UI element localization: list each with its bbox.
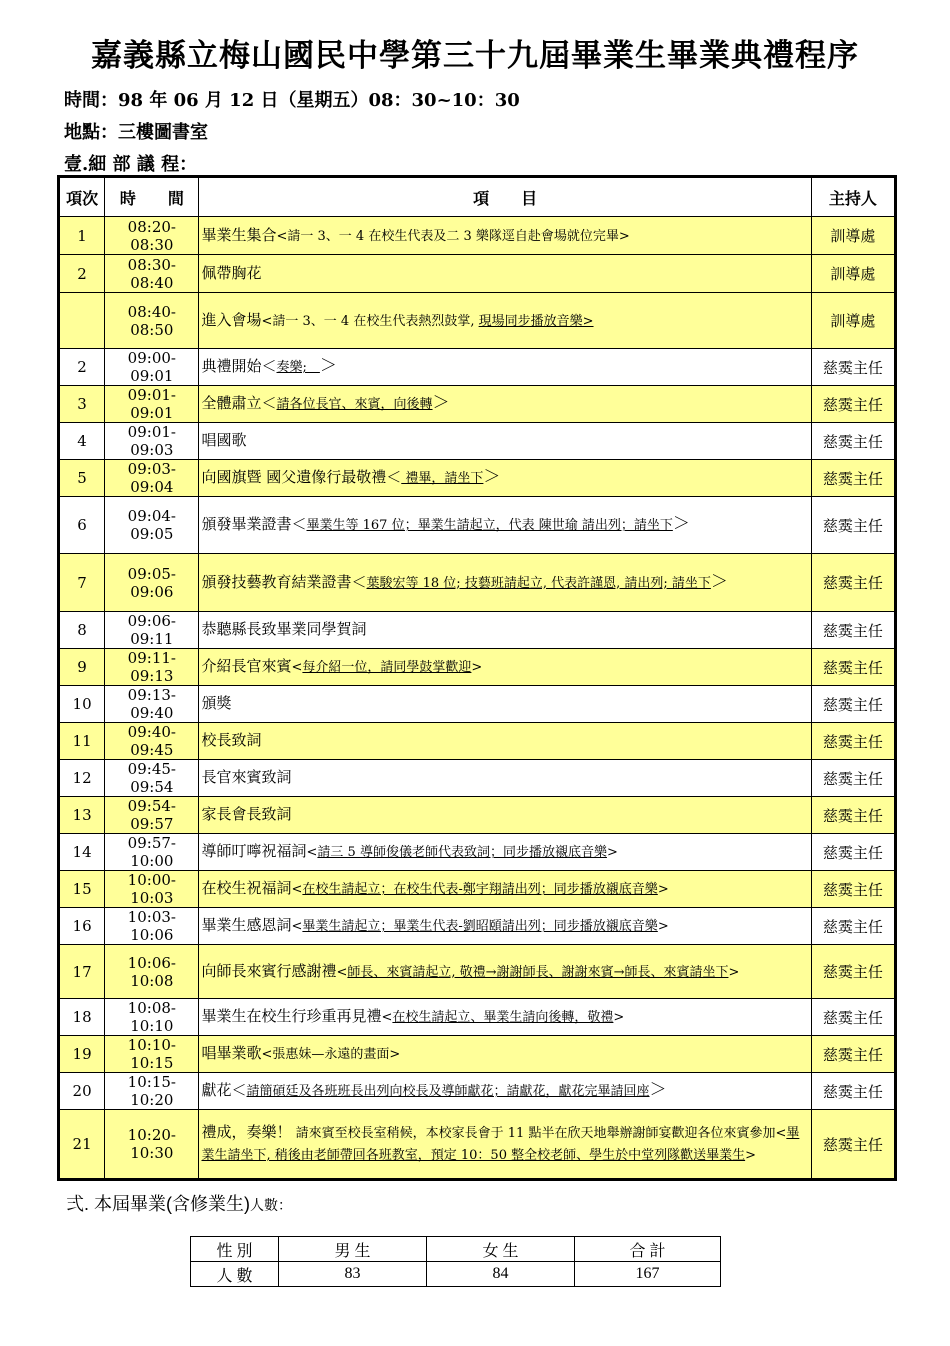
item-pre: <	[291, 919, 303, 934]
stats-value-cell: 84	[427, 1262, 575, 1287]
ceremony-place: 地點：三樓圖書室	[64, 122, 208, 143]
row-number: 14	[59, 834, 105, 871]
row-number: 18	[59, 999, 105, 1036]
row-time: 10:00-10:03	[105, 871, 199, 908]
item-note: 在校生請起立、畢業生請向後轉，敬禮	[392, 1010, 614, 1025]
row-number: 21	[59, 1110, 105, 1180]
item-note: 每介紹一位，請同學鼓掌歡迎	[302, 660, 472, 675]
program-header-row	[59, 177, 896, 217]
item-note: 請三 5 導師俊儀老師代表致詞；同步播放襯底音樂	[317, 845, 607, 860]
row-host: 慈霙主任	[811, 1036, 895, 1073]
row-item	[199, 1073, 811, 1110]
row-item	[199, 1110, 811, 1180]
row-host: 慈霙主任	[811, 797, 895, 834]
row-item	[199, 217, 811, 255]
row-item	[199, 554, 811, 612]
stats-header-cell: 性 別	[191, 1237, 279, 1262]
row-time: 10:03-10:06	[105, 908, 199, 945]
item-pre: <請一 3、一 4 在校生代表熱烈鼓掌,	[261, 313, 479, 329]
item-main: 唱畢業歌	[201, 1044, 262, 1062]
row-number: 2	[59, 349, 105, 386]
program-row	[59, 649, 896, 686]
item-post: ＞	[649, 1080, 667, 1100]
program-row	[59, 255, 896, 293]
row-host: 訓導處	[811, 217, 895, 255]
program-row	[59, 999, 896, 1036]
item-note: 現場同步播放音樂>	[478, 313, 594, 329]
row-time: 09:01-09:01	[105, 386, 199, 423]
row-number: 11	[59, 723, 105, 760]
item-note: 禮畢，請坐下	[401, 471, 484, 486]
item-main: 頒獎	[201, 694, 232, 712]
row-time: 09:00-09:01	[105, 349, 199, 386]
item-main: 校長致詞	[201, 731, 262, 749]
row-number: 20	[59, 1073, 105, 1110]
stats-header-cell: 女 生	[427, 1237, 575, 1262]
row-time: 09:03-09:04	[105, 460, 199, 497]
item-note: 師長、來賓請起立, 敬禮→謝謝師長、謝謝來賓→師長、來賓請坐下	[347, 964, 729, 980]
row-time: 09:06-09:11	[105, 612, 199, 649]
item-main: 在校生祝福詞	[201, 879, 292, 897]
program-row	[59, 293, 896, 349]
item-main: 向師長來賓行感謝禮	[201, 961, 337, 980]
row-item	[199, 460, 811, 497]
row-host: 慈霙主任	[811, 554, 895, 612]
row-host: 慈霙主任	[811, 760, 895, 797]
row-item	[199, 497, 811, 554]
row-host: 慈霙主任	[811, 834, 895, 871]
row-number: 8	[59, 612, 105, 649]
item-post: >	[471, 660, 483, 675]
item-note: 葉駿宏等 18 位; 技藝班請起立, 代表許謹恩, 請出列; 請坐下	[366, 575, 711, 591]
program-row	[59, 423, 896, 460]
graduate-count-table	[190, 1236, 721, 1287]
item-main: 獻花＜	[201, 1081, 247, 1099]
program-row	[59, 349, 896, 386]
program-row	[59, 386, 896, 423]
row-host: 慈霙主任	[811, 497, 895, 554]
program-row	[59, 497, 896, 554]
item-pre: 請來賓至校長室稍候，本校家長會于 11 點半在欣天地舉辦謝師宴歡迎各位來賓參加<	[291, 1126, 787, 1141]
row-host: 慈霙主任	[811, 908, 895, 945]
item-note: 畢業生請起立；畢業生代表-劉昭頤請出列；同步播放襯底音樂	[302, 919, 658, 934]
program-row	[59, 908, 896, 945]
program-row	[59, 460, 896, 497]
item-note: 畢業生等 167 位；畢業生請起立，代表 陳世瑜 請出列；請坐下	[306, 518, 673, 533]
row-item	[199, 686, 811, 723]
item-pre: <請一 3、一 4 在校生代表及二 3 樂隊逕自赴會場就位完畢>	[276, 228, 630, 244]
row-number: 4	[59, 423, 105, 460]
row-number: 6	[59, 497, 105, 554]
row-number: 17	[59, 945, 105, 999]
row-number: 2	[59, 255, 105, 293]
row-number: 19	[59, 1036, 105, 1073]
row-number: 7	[59, 554, 105, 612]
row-host: 慈霙主任	[811, 349, 895, 386]
section-1-heading: 壹.細 部 議 程：	[64, 154, 198, 175]
row-number: 9	[59, 649, 105, 686]
item-main: 向國旗暨 國父遺像行最敬禮＜	[201, 468, 402, 486]
row-host: 慈霙主任	[811, 999, 895, 1036]
row-host: 慈霙主任	[811, 612, 895, 649]
item-main: 進入會場	[201, 310, 262, 329]
item-main: 畢業生在校生行珍重再見禮	[201, 1007, 382, 1025]
header-no: 項次	[59, 177, 105, 217]
section-2-heading	[66, 1190, 292, 1216]
section-2-small: 人數：	[250, 1197, 292, 1213]
stats-value-row	[191, 1262, 721, 1287]
row-time: 09:45-09:54	[105, 760, 199, 797]
item-main: 介紹長官來賓	[201, 657, 292, 675]
row-time: 08:30-08:40	[105, 255, 199, 293]
row-number: 3	[59, 386, 105, 423]
row-time: 09:54-09:57	[105, 797, 199, 834]
program-table	[57, 175, 897, 1181]
row-time: 09:05-09:06	[105, 554, 199, 612]
row-time: 09:57-10:00	[105, 834, 199, 871]
item-main: 長官來賓致詞	[201, 768, 292, 786]
stats-value-cell: 167	[575, 1262, 721, 1287]
program-row	[59, 554, 896, 612]
item-pre: <	[336, 964, 348, 980]
program-row	[59, 945, 896, 999]
row-item	[199, 612, 811, 649]
item-note: 畢業生請坐下, 稍後由老師帶回各班教室，預定 10：50 整全校老師、學生於中堂列隊歡送畢業生	[201, 1126, 800, 1163]
item-main: 頒發畢業證書＜	[201, 515, 307, 533]
program-row	[59, 723, 896, 760]
row-host: 慈霙主任	[811, 1073, 895, 1110]
page-title: 嘉義縣立梅山國民中學第三十九屆畢業生畢業典禮程序	[91, 38, 859, 74]
stats-value-cell: 83	[279, 1262, 427, 1287]
header-item: 項 目	[199, 177, 811, 217]
row-time: 09:40-09:45	[105, 723, 199, 760]
ceremony-time: 時間：98 年 06 月 12 日（星期五）08：30~10：30	[64, 90, 520, 111]
item-post: >	[657, 882, 669, 897]
row-number: 5	[59, 460, 105, 497]
row-host: 慈霙主任	[811, 945, 895, 999]
program-row	[59, 686, 896, 723]
row-item	[199, 649, 811, 686]
row-item	[199, 1036, 811, 1073]
row-time: 10:06-10:08	[105, 945, 199, 999]
row-time: 08:40-08:50	[105, 293, 199, 349]
item-main: 唱國歌	[201, 431, 247, 449]
item-main: 恭聽縣長致畢業同學賀詞	[201, 620, 367, 638]
stats-header-cell: 合 計	[575, 1237, 721, 1262]
row-item	[199, 999, 811, 1036]
program-row	[59, 612, 896, 649]
row-number: 1	[59, 217, 105, 255]
program-row	[59, 834, 896, 871]
row-host: 慈霙主任	[811, 1110, 895, 1180]
row-number: 13	[59, 797, 105, 834]
row-time: 09:11-09:13	[105, 649, 199, 686]
row-time: 09:01-09:03	[105, 423, 199, 460]
header-time: 時 間	[105, 177, 199, 217]
stats-header-cell: 男 生	[279, 1237, 427, 1262]
stats-header-row	[191, 1237, 721, 1262]
item-post: >	[606, 845, 618, 860]
item-post: ＞	[672, 514, 690, 534]
row-time: 10:10-10:15	[105, 1036, 199, 1073]
item-post: >	[745, 1148, 757, 1163]
program-row	[59, 797, 896, 834]
item-main: 禮成，奏樂！	[201, 1123, 292, 1141]
row-host: 訓導處	[811, 293, 895, 349]
row-item	[199, 386, 811, 423]
item-main: 佩帶胸花	[201, 263, 262, 282]
row-host: 慈霙主任	[811, 423, 895, 460]
row-time: 10:20-10:30	[105, 1110, 199, 1180]
item-note: 請簡碩廷及各班班長出列向校長及導師獻花；請獻花，獻花完畢請回座	[246, 1084, 650, 1099]
item-main: 畢業生感恩詞	[201, 916, 292, 934]
section-2-main: 弍. 本屆畢業(含修業生)	[66, 1194, 250, 1214]
row-number: 15	[59, 871, 105, 908]
row-host: 訓導處	[811, 255, 895, 293]
row-host: 慈霙主任	[811, 460, 895, 497]
row-number	[59, 293, 105, 349]
item-post: >	[657, 919, 669, 934]
row-number: 12	[59, 760, 105, 797]
row-host: 慈霙主任	[811, 686, 895, 723]
row-time: 08:20-08:30	[105, 217, 199, 255]
item-post: ＞	[710, 571, 728, 592]
row-item	[199, 349, 811, 386]
item-main: 畢業生集合	[201, 225, 277, 244]
item-pre: <	[306, 845, 318, 860]
row-number: 10	[59, 686, 105, 723]
row-item	[199, 797, 811, 834]
item-main: 典禮開始＜	[201, 357, 277, 375]
row-item	[199, 834, 811, 871]
stats-value-cell: 人 數	[191, 1262, 279, 1287]
program-row	[59, 1036, 896, 1073]
item-main: 全體肅立＜	[201, 394, 277, 412]
item-post: ＞	[432, 393, 450, 413]
program-row	[59, 217, 896, 255]
item-note: 在校生請起立；在校生代表-鄭宇翔請出列；同步播放襯底音樂	[302, 882, 658, 897]
item-note: 請各位長官、來賓，向後轉	[276, 397, 433, 412]
row-host: 慈霙主任	[811, 386, 895, 423]
item-pre: <	[381, 1010, 393, 1025]
item-post: ＞	[483, 467, 501, 487]
item-main: 家長會長致詞	[201, 805, 292, 823]
row-item	[199, 760, 811, 797]
row-item	[199, 293, 811, 349]
row-time: 10:08-10:10	[105, 999, 199, 1036]
header-host: 主持人	[811, 177, 895, 217]
row-item	[199, 945, 811, 999]
item-main: 頒發技藝教育結業證書＜	[201, 572, 367, 591]
item-pre: <張惠妹—永遠的畫面>	[261, 1047, 401, 1062]
item-post: ＞	[319, 356, 337, 376]
program-row	[59, 871, 896, 908]
row-host: 慈霙主任	[811, 649, 895, 686]
row-host: 慈霙主任	[811, 723, 895, 760]
row-item	[199, 423, 811, 460]
row-item	[199, 871, 811, 908]
item-pre: <	[291, 882, 303, 897]
item-post: >	[613, 1010, 625, 1025]
item-post: >	[728, 964, 740, 980]
item-note: 奏樂;	[276, 360, 320, 375]
row-time: 09:13-09:40	[105, 686, 199, 723]
program-row	[59, 760, 896, 797]
program-row	[59, 1073, 896, 1110]
row-number: 16	[59, 908, 105, 945]
row-time: 09:04-09:05	[105, 497, 199, 554]
item-main: 導師叮嚀祝福詞	[201, 842, 307, 860]
row-item	[199, 908, 811, 945]
row-host: 慈霙主任	[811, 871, 895, 908]
program-row	[59, 1110, 896, 1180]
row-item	[199, 255, 811, 293]
item-pre: <	[291, 660, 303, 675]
row-time: 10:15-10:20	[105, 1073, 199, 1110]
row-item	[199, 723, 811, 760]
